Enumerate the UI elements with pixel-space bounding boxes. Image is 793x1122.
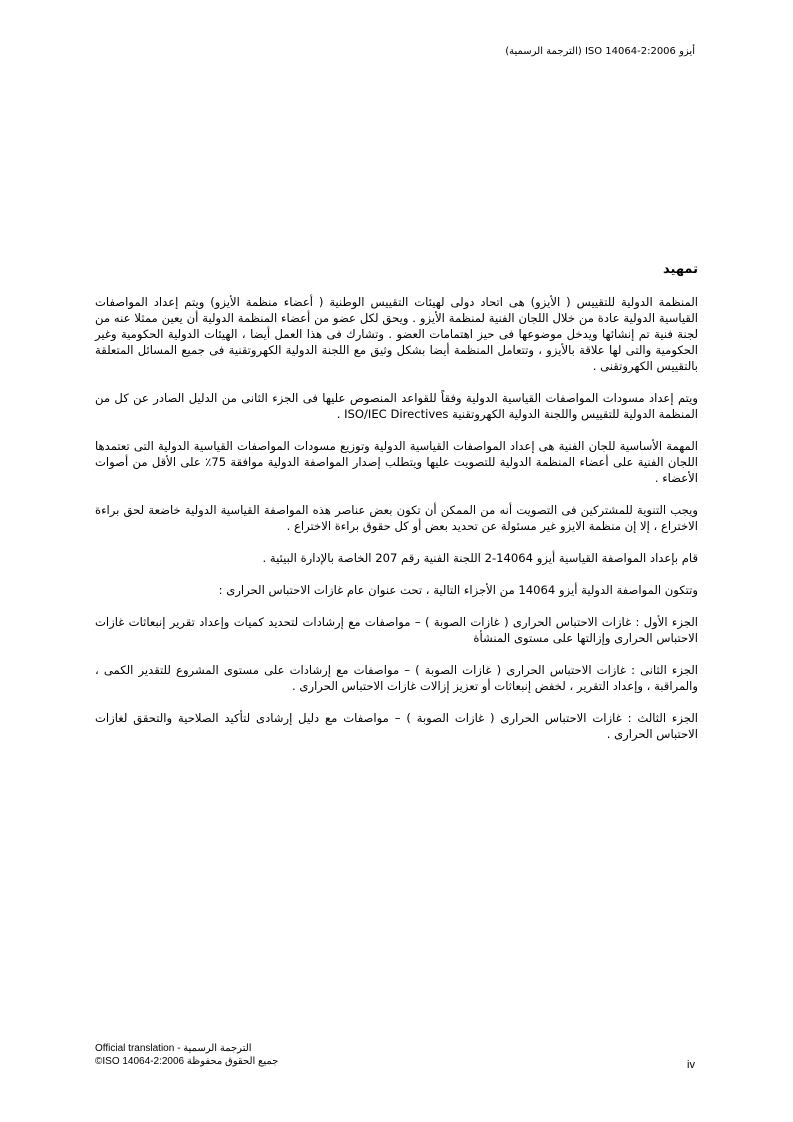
- paragraph-committee-task: المهمة الأساسية للجان الفنية هى إعداد المواصفات القياسية الدولية وتوزيع مسودات المواصفات القياسية الدولية التى تعتمدها اللجان الفنية على أعضاء المنظمة الدولية للتصويت عليها ويتطلب إصدار المواصفة الدولية موافقة 75٪ على الأقل من أصوات الأعضاء .: [95, 439, 698, 485]
- page-footer: [95, 1042, 278, 1068]
- running-header: أيزو ISO 14064-2:2006 (الترجمة الرسمية): [505, 46, 695, 57]
- page-number: iv: [687, 1059, 695, 1071]
- paragraph-part-3: الجزء الثالث : غازات الاحتباس الحرارى ( غازات الصوبة ) – مواصفات مع دليل إرشادى لتأكيد الصلاحية والتحقق لغازات الاحتباس الحرارى .: [95, 711, 698, 741]
- paragraph-part-2: الجزء الثانى : غازات الاحتباس الحرارى ( غازات الصوبة ) – مواصفات مع إرشادات على مستوى المشروع للتقدير الكمى ، والمراقبة ، وإعداد التقرير ، لخفض إنبعاثات أو تعزيز إزالات غازات الاحتباس الحرارى .: [95, 663, 698, 693]
- paragraph-part-1: الجزء الأول : غازات الاحتباس الحرارى ( غازات الصوبة ) – مواصفات مع إرشادات لتحديد كميات وإعداد تقرير إنبعاثات غازات الاحتباس الحرارى وإزالتها على مستوى المنشأة: [95, 615, 698, 645]
- paragraph-drafting-rules: ويتم إعداد مسودات المواصفات القياسية الدولية وفقاً للقواعد المنصوص عليها فى الجزء الثانى من الدليل الصادر عن كل من المنظمة الدولية للتقييس واللجنة الدولية الكهروتقنية ISO/IEC Directives .: [95, 391, 698, 421]
- footer-copyright: ©ISO 14064-2:2006 جميع الحقوق محفوظة: [95, 1056, 279, 1067]
- paragraph-iso-intro: المنظمة الدولية للتقييس ( الأيزو) هى اتحاد دولى لهيئات التقييس الوطنية ( أعضاء منظمة الأيزو) ويتم إعداد المواصفات القياسية الدولية عادة من خلال اللجان الفنية لمنظمة الأيزو . ويحق لكل عضو من أعضاء المنظمة الدولية أن يعين ممثلا عنه من لجنة فنية تم إنشائها ويدخل موضوعها فى حيز اهتمامات العضو . وتشارك فى هذا العمل أيضا ، الهيئات الدولية الحكومية وغير الحكومية والتى لها علاقة بالأيزو ، وتتعامل المنظمة أيضا بشكل وثيق مع اللجنة الدولية الكهروتقنية فى جميع المسائل المتعلقة بالتقييس الكهروتقنى .: [95, 295, 698, 373]
- section-heading: تمهيد: [663, 262, 698, 277]
- paragraph-parts-intro: وتتكون المواصفة الدولية أيزو 14064 من الأجزاء التالية ، تحت عنوان عام غازات الاحتباس الحرارى :: [218, 583, 698, 597]
- footer-translation-note: Official translation - الترجمة الرسمية: [95, 1043, 252, 1054]
- paragraph-patent-rights: ويجب التنوية للمشتركين فى التصويت أنه من الممكن أن تكون بعض عناصر هذه المواصفة القياسية الدولية خاضعة لحق براءة الاختراع ، إلا إن منظمة الايزو غير مسئولة عن تحديد بعض أو كل حقوق براءة الاختراع .: [95, 503, 698, 533]
- foreword-section: [95, 262, 698, 758]
- paragraph-prepared-by: قام بإعداد المواصفة القياسية أيزو 14064-2 اللجنة الفنية رقم 207 الخاصة بالإدارة البيئية .: [262, 551, 698, 565]
